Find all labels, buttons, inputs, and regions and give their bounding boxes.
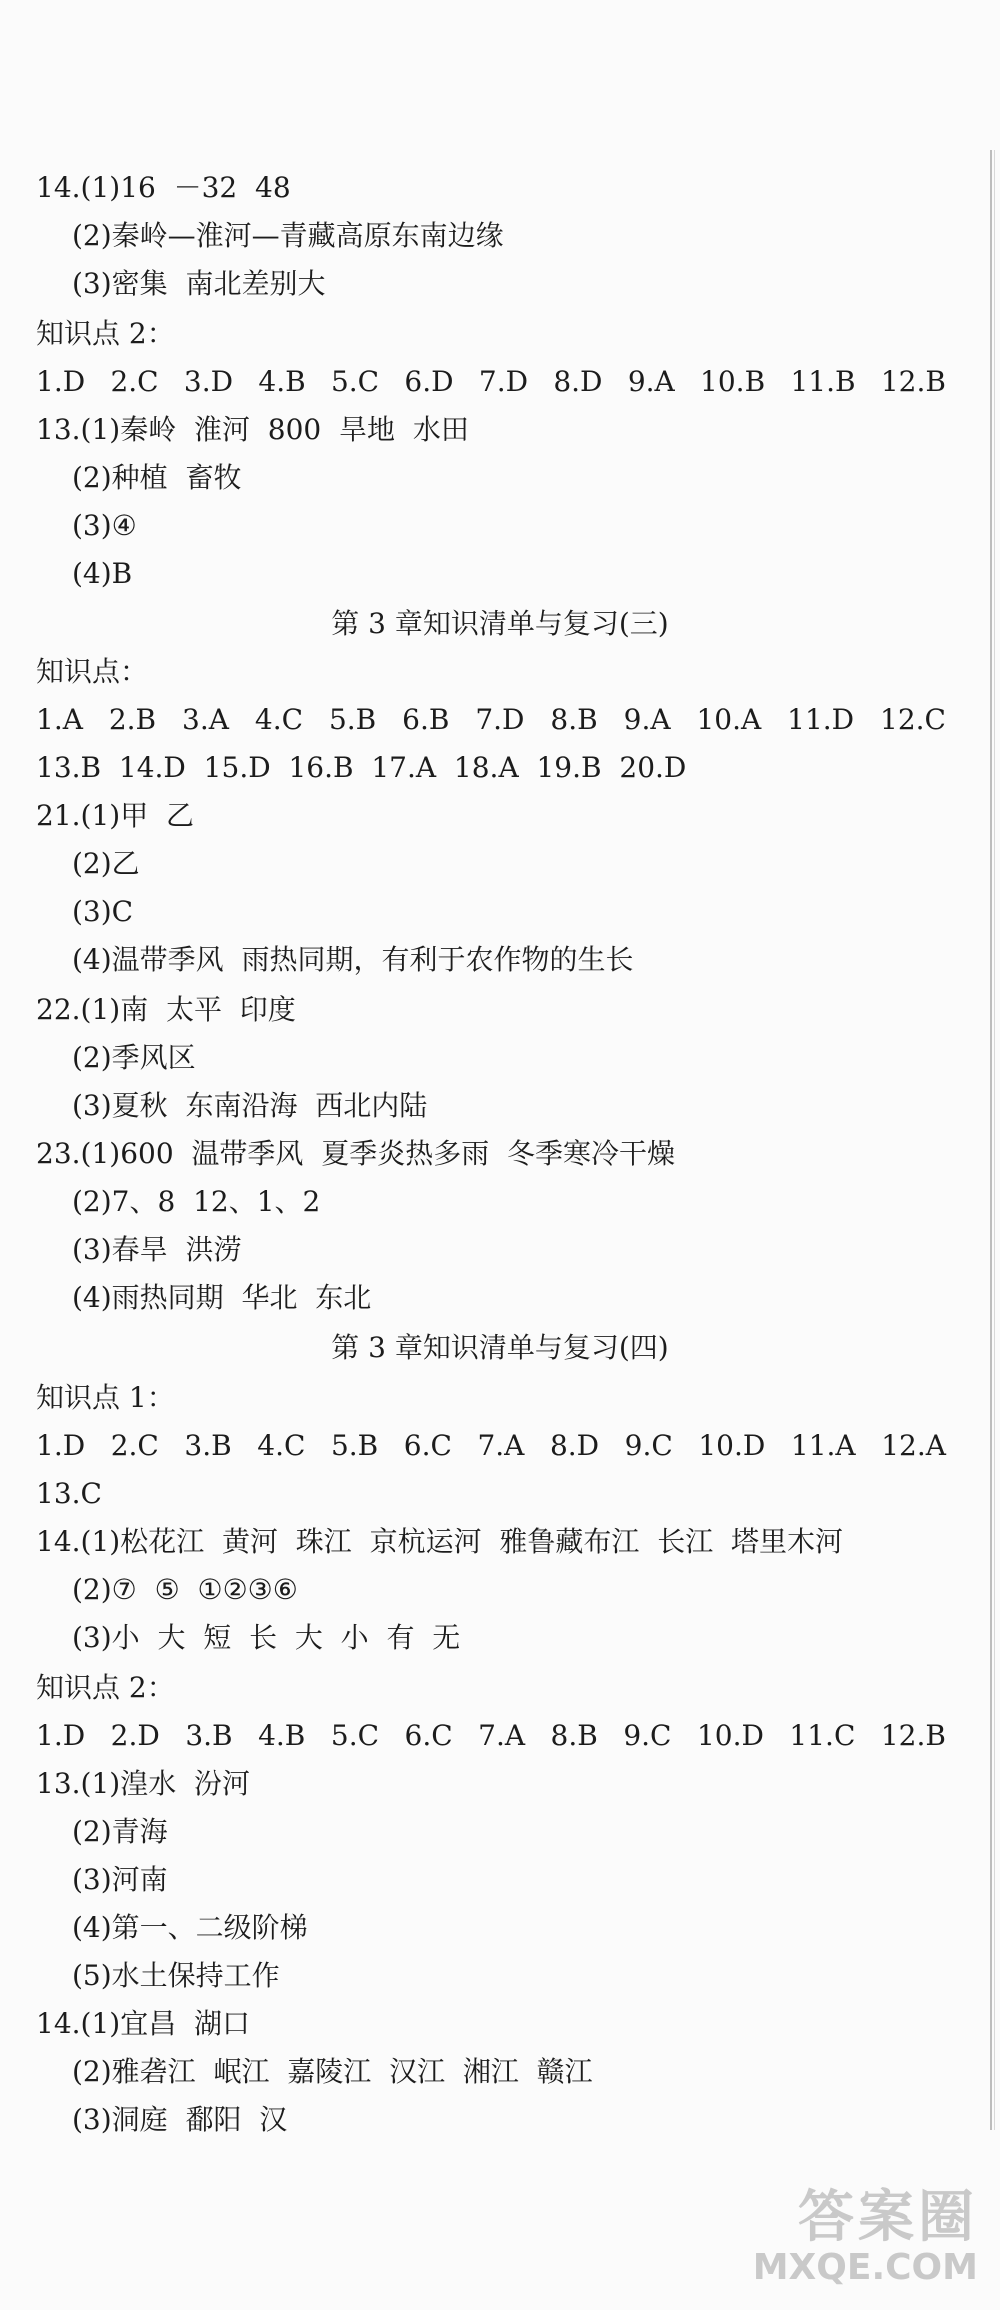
mc-answer: 5.B xyxy=(330,1429,379,1462)
mc-answer: 1.D xyxy=(36,1429,86,1462)
q14-line-3: (3)小 大 短 长 大 小 有 无 xyxy=(72,1621,461,1654)
mc-answer: 10.D xyxy=(698,1429,766,1462)
page-edge-line xyxy=(994,150,995,2130)
mc-answer: 6.B xyxy=(402,703,450,736)
mc-answer: 4.B xyxy=(258,365,306,398)
mc-answer: 9.C xyxy=(624,1429,673,1462)
mc-answer: 3.A xyxy=(182,703,229,736)
watermark-url: MXQE.COM xyxy=(752,2247,978,2288)
mc-answer: 2.C xyxy=(110,365,159,398)
q13-line-2: (2)青海 xyxy=(72,1815,168,1848)
mc-answer: 5.B xyxy=(328,703,377,736)
mc-answer: 11.D xyxy=(787,703,855,736)
mc-answer: 4.B xyxy=(258,1719,306,1752)
knowledge-point-2-label: 知识点 2： xyxy=(36,1671,175,1704)
q14-line-2: (2)秦岭—淮河—青藏高原东南边缘 xyxy=(72,219,504,252)
mc-answer: 7.D xyxy=(475,703,525,736)
mc-answer: 3.B xyxy=(185,1719,233,1752)
mc-answer: 11.C xyxy=(789,1719,856,1752)
mc-answer-row-2: 13.B 14.D 15.D 16.B 17.A 18.A 19.B 20.D xyxy=(36,751,687,784)
q13-line-2: (2)种植 畜牧 xyxy=(72,461,242,494)
mc-answer: 8.B xyxy=(550,1719,598,1752)
q13-line-3: (3)河南 xyxy=(72,1863,168,1896)
mc-answer: 8.D xyxy=(549,1429,600,1462)
mc-answer: 9.C xyxy=(623,1719,672,1752)
site-watermark xyxy=(752,2185,978,2288)
q23-line-4: (4)雨热同期 华北 东北 xyxy=(72,1281,372,1314)
mc-answer: 3.D xyxy=(183,365,234,398)
knowledge-point-label: 知识点： xyxy=(36,655,149,688)
mc-answer: 5.C xyxy=(330,1719,380,1752)
mc-answer: 12.C xyxy=(880,703,946,736)
q21-line-4: (4)温带季风 雨热同期，有利于农作物的生长 xyxy=(72,943,634,976)
q23-line-2: (2)7、8 12、1、2 xyxy=(72,1185,321,1218)
q13-line-5: (5)水土保持工作 xyxy=(72,1959,280,1992)
q13-line-3: (3)④ xyxy=(72,509,137,542)
q13-line-1: 13.(1)湟水 汾河 xyxy=(36,1767,250,1800)
watermark-logo-text: 答案圈 xyxy=(798,2185,978,2250)
mc-answer: 7.D xyxy=(478,365,529,398)
q14-line-1: 14.(1)宜昌 湖口 xyxy=(36,2007,250,2040)
q14-line-3: (3)洞庭 鄱阳 汉 xyxy=(72,2103,288,2136)
mc-answer: 7.A xyxy=(478,1719,526,1752)
mc-answer: 1.A xyxy=(36,703,83,736)
section-heading-3: 第 3 章知识清单与复习(三) xyxy=(331,607,669,640)
mc-answer: 2.D xyxy=(110,1719,160,1752)
mc-answer: 2.B xyxy=(108,703,157,736)
mc-answer: 4.C xyxy=(254,703,304,736)
mc-answer: 6.C xyxy=(403,1429,452,1462)
q22-line-3: (3)夏秋 东南沿海 西北内陆 xyxy=(72,1089,428,1122)
q21-line-1: 21.(1)甲 乙 xyxy=(36,799,194,832)
mc-answer: 1.D xyxy=(36,1719,86,1752)
mc-answer-row xyxy=(36,702,946,738)
q13-line-4: (4)B xyxy=(72,557,133,590)
mc-answer: 8.D xyxy=(553,365,603,398)
mc-answer: 5.C xyxy=(330,365,380,398)
q21-line-2: (2)乙 xyxy=(72,847,140,880)
mc-answer: 10.D xyxy=(696,1719,764,1752)
mc-answer: 9.A xyxy=(623,703,671,736)
mc-answer: 3.B xyxy=(184,1429,232,1462)
mc-answer: 12.A xyxy=(881,1429,946,1462)
mc-answer-row xyxy=(36,1718,946,1754)
mc-answer: 11.B xyxy=(790,365,856,398)
mc-answer: 7.A xyxy=(477,1429,525,1462)
q13-line-1: 13.(1)秦岭 淮河 800 旱地 水田 xyxy=(36,413,469,446)
q14-line-2: (2)⑦ ⑤ ①②③⑥ xyxy=(72,1573,298,1606)
q14-line-1: 14.(1)16 －32 48 xyxy=(36,171,291,204)
q14-line-3: (3)密集 南北差别大 xyxy=(72,267,326,300)
section-heading-4: 第 3 章知识清单与复习(四) xyxy=(331,1331,669,1364)
q22-line-1: 22.(1)南 太平 印度 xyxy=(36,993,296,1026)
knowledge-point-1-label: 知识点 1： xyxy=(36,1381,175,1414)
q13-line-4: (4)第一、二级阶梯 xyxy=(72,1911,308,1944)
mc-answer-row xyxy=(36,1428,946,1464)
q23-line-1: 23.(1)600 温带季风 夏季炎热多雨 冬季寒冷干燥 xyxy=(36,1137,676,1170)
mc-answer: 12.B xyxy=(880,1719,946,1752)
q22-line-2: (2)季风区 xyxy=(72,1041,196,1074)
q23-line-3: (3)春旱 洪涝 xyxy=(72,1233,242,1266)
mc-answer: 4.C xyxy=(257,1429,306,1462)
mc-answer: 6.C xyxy=(404,1719,453,1752)
mc-answer-row xyxy=(36,364,946,400)
mc-answer: 12.B xyxy=(880,365,946,398)
mc-answer-row-2: 13.C xyxy=(36,1477,102,1510)
mc-answer: 6.D xyxy=(404,365,454,398)
mc-answer: 11.A xyxy=(790,1429,856,1462)
knowledge-point-2-label: 知识点 2： xyxy=(36,317,175,350)
q21-line-3: (3)C xyxy=(72,895,134,928)
mc-answer: 10.B xyxy=(700,365,766,398)
q14-line-1: 14.(1)松花江 黄河 珠江 京杭运河 雅鲁藏布江 长江 塔里木河 xyxy=(36,1525,843,1558)
mc-answer: 8.B xyxy=(550,703,598,736)
page-edge-shadow xyxy=(990,150,992,2130)
mc-answer: 1.D xyxy=(36,365,86,398)
mc-answer: 10.A xyxy=(696,703,762,736)
q14-line-2: (2)雅砻江 岷江 嘉陵江 汉江 湘江 赣江 xyxy=(72,2055,593,2088)
mc-answer: 9.A xyxy=(627,365,675,398)
mc-answer: 2.C xyxy=(110,1429,159,1462)
